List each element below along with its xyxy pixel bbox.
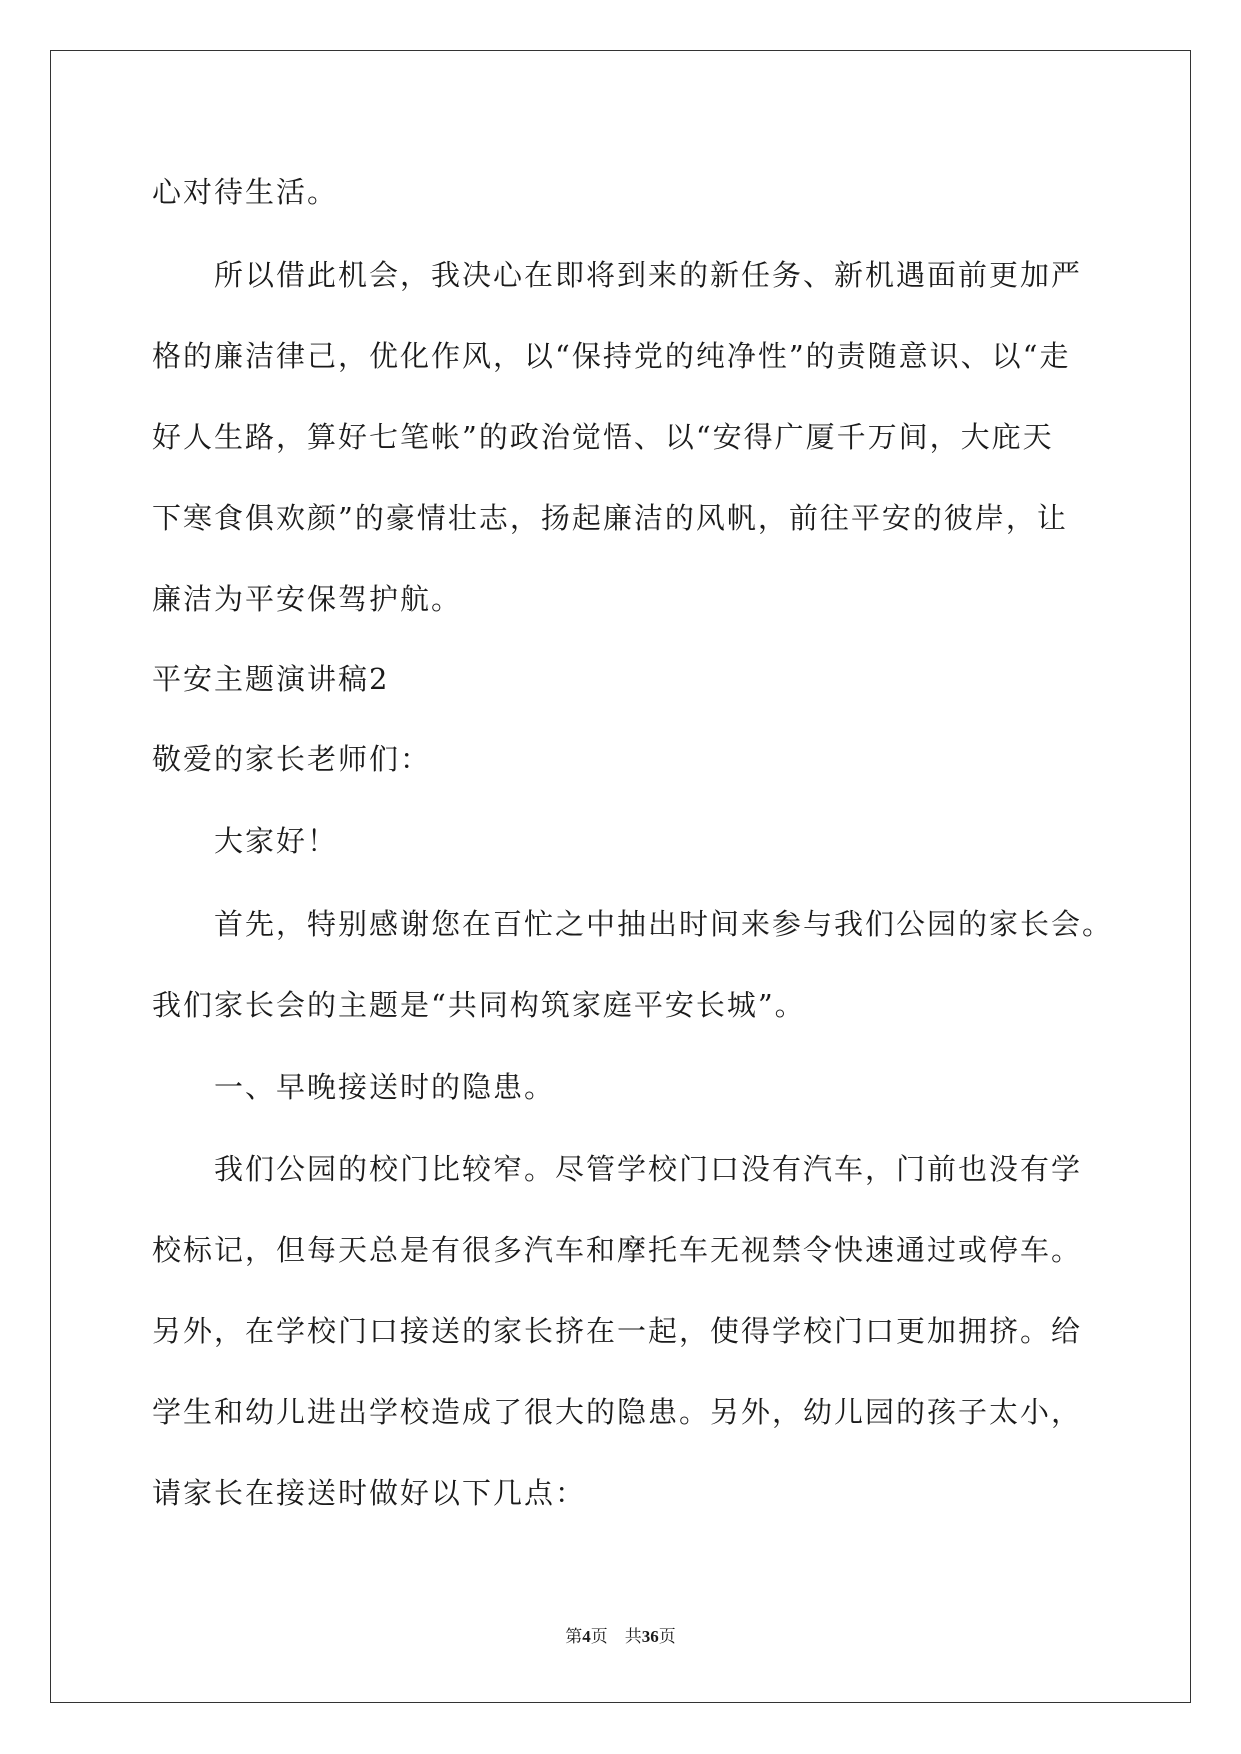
text-line: 格的廉洁律己，优化作风，以“保持党的纯净性”的责随意识、以“走 xyxy=(152,339,1071,373)
salutation: 敬爱的家长老师们： xyxy=(152,742,432,776)
current-page-number: 4 xyxy=(582,1627,591,1646)
text-line: 心对待生活。 xyxy=(152,175,339,209)
text-line: 校标记，但每天总是有很多汽车和摩托车无视禁令快速通过或停车。 xyxy=(152,1233,1083,1267)
footer-page-suffix: 页 共 xyxy=(590,1627,642,1647)
page-footer xyxy=(0,1626,1241,1648)
text-line: 我们公园的校门比较窄。尽管学校门口没有汽车，门前也没有学 xyxy=(152,1152,1083,1186)
text-line: 好人生路，算好七笔帐”的政治觉悟、以“安得广厦千万间，大庇天 xyxy=(152,420,1054,454)
footer-prefix: 第 xyxy=(565,1627,583,1647)
footer-total-suffix: 页 xyxy=(658,1627,676,1647)
greeting: 大家好！ xyxy=(152,824,339,858)
total-page-count: 36 xyxy=(641,1627,659,1646)
subsection-heading: 一、早晚接送时的隐患。 xyxy=(152,1070,556,1104)
page-border xyxy=(50,50,1191,1703)
text-line: 下寒食俱欢颜”的豪情壮志，扬起廉洁的风帆，前往平安的彼岸，让 xyxy=(152,501,1068,535)
text-line: 请家长在接送时做好以下几点： xyxy=(152,1476,587,1510)
text-line: 首先，特别感谢您在百忙之中抽出时间来参与我们公园的家长会。 xyxy=(152,907,1114,941)
text-line: 廉洁为平安保驾护航。 xyxy=(152,582,463,616)
text-line: 所以借此机会，我决心在即将到来的新任务、新机遇面前更加严 xyxy=(152,258,1083,292)
text-line: 学生和幼儿进出学校造成了很大的隐患。另外，幼儿园的孩子太小， xyxy=(152,1395,1083,1429)
text-line: 我们家长会的主题是“共同构筑家庭平安长城”。 xyxy=(152,988,806,1022)
text-line: 另外，在学校门口接送的家长挤在一起，使得学校门口更加拥挤。给 xyxy=(152,1314,1083,1348)
section-heading: 平安主题演讲稿2 xyxy=(152,662,390,696)
